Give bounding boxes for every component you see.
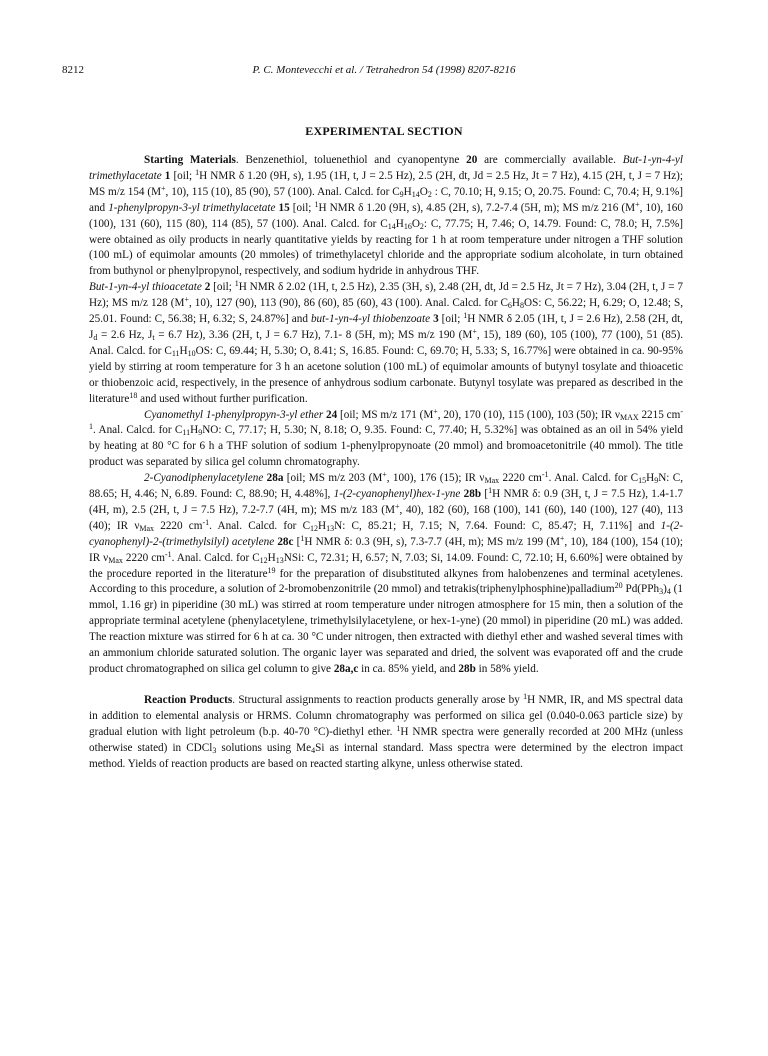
reference-18: 18 [129, 390, 138, 400]
running-header-citation: P. C. Montevecchi et al. / Tetrahedron 54 (1998) 8207-8216 [252, 64, 516, 76]
paragraph-thioesters: But-1-yn-4-yl thioacetate 2 [oil; $^1$H NMR δ 2.02 (1H, t, 2.5 Hz), 2.35 (3H, s), 2.48 (2H, dt, Jd = 2.5 Hz, Jt = 7 Hz), 3.04 (2H, t, J = 7 Hz); MS m/z 128 (M+, 10), 127 (90), 113 (90), 86 (60), 85 (60), 43 (100). Anal. Calcd. for $C_6H_8OS$: C, 56.22; H, 6.29; O, 12.48; S, 25.01. Found: C, 56.38; H, 6.32; S, 24.87%] and but-1-yn-4-yl thiobenzoate 3 [oil; $^1$H NMR δ 2.05 (1H, t, J = 2.6 Hz), 2.58 (2H, dt, $J_d = 2.6$ Hz, $J_t = 6.7$ Hz), 3.36 (2H, t, J = 6.7 Hz), 7.1- 8 (5H, m); MS m/z 190 (M+, 15), 189 (60), 105 (100), 77 (100), 51 (85). Anal. Calcd. for $C_{11}H_{10}OS$: C, 69.44; H, 5.30; O, 8.41; S, 16.85. Found: C, 69.70; H, 5.33; S, 16.77%] were obtained in ca. 90-95% yield by stirring at room temperature for 3 h an acetone solution (100 mL) of equimolar amounts of butynyl tosylate and thioacetic or thiobenzoic acid, respectively, in the presence of anhydrous sodium carbonate. Butynyl tosylate was prepared as described in the literature$^{18}$ and used without further purification. [89, 279, 684, 405]
reference-19: 19 [267, 565, 276, 575]
section-title: EXPERIMENTAL SECTION [305, 124, 463, 138]
experimental-body [89, 153, 683, 772]
compound-28a-name: 2-Cyanodiphenylacetylene [144, 472, 264, 485]
compound-2-name: But-1-yn-4-yl thioacetate [89, 281, 202, 294]
compound-3-name: but-1-yn-4-yl thiobenzoate [310, 313, 431, 326]
page-number: 8212 [62, 64, 84, 76]
compound-1-name: But-1-yn-4-yl trimethylacetate [89, 154, 683, 182]
subheading-starting-materials: Starting Materials [144, 154, 236, 166]
paragraph-starting-materials: Starting Materials. Benzenethiol, toluenethiol and cyanopentyne 20 are commercially available. But-1-yn-4-yl trimethylacetate 1 [oil; $^1$H NMR δ 1.20 (9H, s), 1.95 (1H, t, J = 2.5 Hz), 2.5 (2H, dt, Jd = 2.5 Hz, Jt = 7 Hz), 4.15 (2H, t, J = 7 Hz); MS m/z 154 (M+, 10), 115 (10), 85 (90), 57 (100). Anal. Calcd. for $C_9H_{14}O_2$ : C, 70.10; H, 9.15; O, 20.75. Found: C, 70.4; H, 9.1%] and 1-phenylpropyn-3-yl trimethylacetate 15 [oil; $^1$H NMR δ 1.20 (9H, s), 4.85 (2H, s), 7.2-7.4 (5H, m); MS m/z 216 (M+, 10), 160 (100), 131 (60), 115 (80), 114 (85), 57 (100). Anal. Calcd. for $C_{14}H_{16}O_2$: C, 77.75; H, 7.46; O, 14.79. Found: C, 78.0; H, 7.5%] were obtained as oily products in nearly quantitative yields by reacting for 1 h at room temperature under nitrogen a THF solution (100 mL) of equimolar amounts (20 mmoles) of trimethylacetyl chloride and the appropriate sodium alcoholate, in turn obtained from buthynol or phenylpropynol, respectively, and sodium hydride in anhydrous THF. [89, 154, 684, 278]
compound-24-name: Cyanomethyl 1-phenylpropyn-3-yl ether [144, 408, 324, 421]
compound-15-name: 1-phenylpropyn-3-yl trimethylacetate [108, 201, 276, 214]
compound-28b-name: 1-(2-cyanophenyl)hex-1-yne [333, 488, 461, 501]
paragraph-reaction-products: Reaction Products. Structural assignments to reaction products generally arose by $^1$H NMR, IR, and MS spectral data in addition to elemental analysis or HRMS. Column chromatography was performed on silica gel (0.040-0.063 particle size) by gradual elution with light petroleum (b.p. 40-70 °C)-diethyl ether. $^1$H NMR spectra were generally recorded at 200 MHz (unless otherwise stated) in CDCl$_3$ solutions using $Me_4Si$ as internal standard. Mass spectra were determined by the electron impact method. Yields of reaction products are based on reacted starting alkyne, unless otherwise stated. [89, 691, 684, 770]
compound-28c-name: 1-(2-cyanophenyl)-2-(trimethylsilyl) acetylene [89, 519, 684, 548]
paragraph-compound-24: Cyanomethyl 1-phenylpropyn-3-yl ether 24 [oil; MS m/z 171 (M+, 20), 170 (10), 115 (100), 103 (50); IR $\nu_{MAX}$ 2215 $cm^{-1}$. Anal. Calcd. for $C_{11}H_9NO$: C, 77.17; H, 5.30; N, 8.18; O, 9.35. Found: C, 77.40; H, 5.32%] was obtained as an oil in 54% yield by heating at 80 °C for 6 h a THF solution of sodium 1-phenylpropynoate (20 mmol) and bromoacetonitrile (40 mmol). The title product was separated by silica gel column chromatography. [89, 406, 683, 469]
paragraph-cyanophenylacetylenes: 2-Cyanodiphenylacetylene 28a [oil; MS m/z 203 (M+, 100), 176 (15); IR $\nu_{Max}$ 2220 $cm^{-1}$. Anal. Calcd. for $C_{15}H_9N$: C, 88.65; H, 4.46; N, 6.89. Found: C, 88.90; H, 4.48%], 1-(2-cyanophenyl)hex-1-yne 28b [$^1$H NMR δ: 0.9 (3H, t, J = 7.5 Hz), 1.4-1.7 (4H, m), 2.5 (2H, t, J = 7.5 Hz), 7.2-7.7 (4H, m); MS m/z 183 (M+, 40), 182 (60), 168 (100), 141 (60), 140 (100), 127 (40), 113 (40); IR $\nu_{Max}$ 2220 $cm^{-1}$. Anal. Calcd. for $C_{12}H_{13}N$: C, 85.21; H, 7.15; N, 7.64. Found: C, 85.47; H, 7.11%] and 1-(2-cyanophenyl)-2-(trimethylsilyl) acetylene 28c [$^1$H NMR δ: 0.3 (9H, s), 7.3-7.7 (4H, m); MS m/z 199 (M+, 10), 184 (100), 154 (10); IR $\nu_{Max}$ 2220 $cm^{-1}$. Anal. Calcd. for $C_{12}H_{13}NSi$: C, 72.31; H, 6.57; N, 7.03; Si, 14.09. Found: C, 72.10; H, 6.60%] were obtained by the procedure reported in the literature$^{19}$ for the preparation of disubstituted alkynes from halobenzenes and terminal acetylenes. According to this procedure, a solution of 2-bromobenzonitrile (20 mmol) and tetrakis(triphenylphosphine)palladium$^{20}$ $Pd(PPh_3)_4$ (1 mmol, 1.16 gr) in piperidine (30 mL) was stirred at room temperature under nitrogen atmosphere for 15 min, then a solution of the appropriate terminal acetylene (phenylacetylene, trimethylsilylacetylene, or hex-1-yne) (20 mmol) in piperidine (20 mL) was added. The reaction mixture was stirred for 6 h at ca. 30 °C under nitrogen, then extracted with diethyl ether and washed several times with an ammonium chloride saturated solution. The organic layer was separated and dried, the solvent was evaporated off and the crude product chromatographed on silica gel column to give 28a,c in ca. 85% yield, and 28b in 58% yield. [89, 470, 684, 675]
subheading-reaction-products: Reaction Products [144, 693, 233, 706]
reference-20: 20 [614, 581, 623, 591]
